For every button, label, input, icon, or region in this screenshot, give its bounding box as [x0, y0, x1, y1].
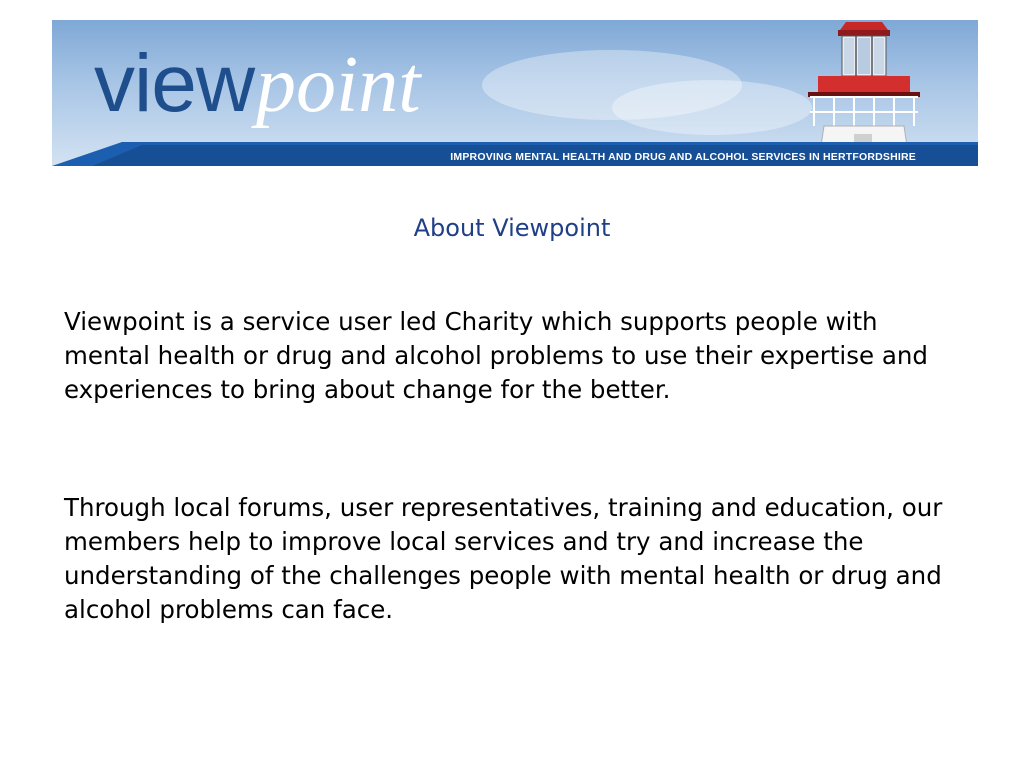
slide-title: About Viewpoint — [413, 214, 611, 242]
paragraph-activities: Through local forums, user representatives, training and education, our members help to improve local services and try and increase the understanding of the challenges people with mental health or drug and alcohol problems can face. — [64, 493, 943, 624]
paragraph-mission: Viewpoint is a service user led Charity which supports people with mental health or drug and alcohol problems to use their expertise and experiences to bring about change for the better. — [64, 307, 928, 404]
header-banner — [52, 20, 978, 166]
logo-point-text: point — [256, 41, 421, 129]
tagline-text: IMPROVING MENTAL HEALTH AND DRUG AND ALCOHOL SERVICES IN HERTFORDSHIRE — [450, 151, 916, 163]
logo-view-text: view — [94, 38, 255, 129]
viewpoint-logo — [94, 34, 421, 134]
